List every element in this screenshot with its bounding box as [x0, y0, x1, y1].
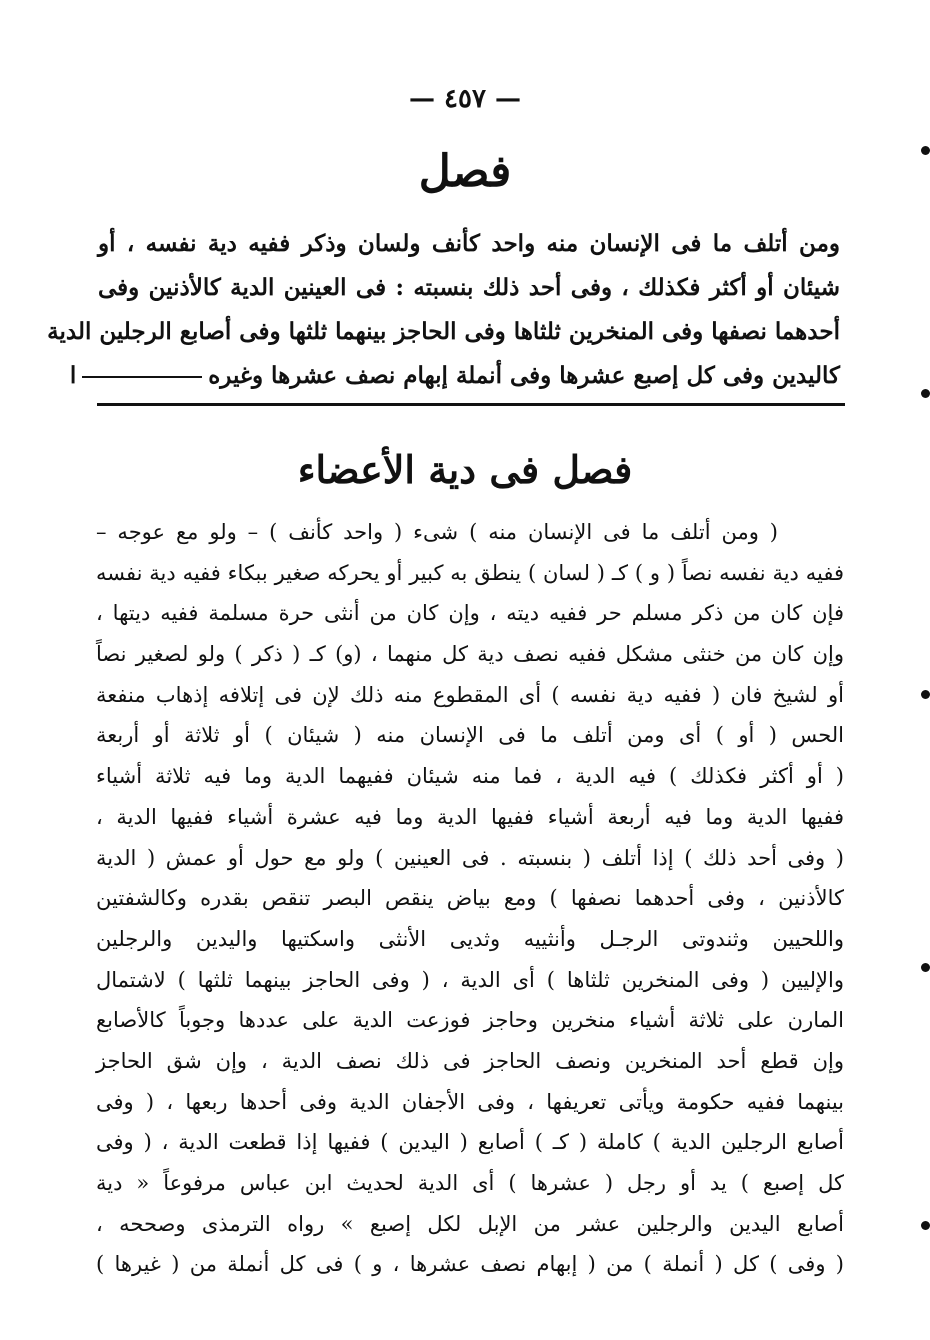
sharh-line: كل إصبع ) يد أو رجل ( عشرها ) أى الدية لحديث ابن عباس مرفوعاً « دية [96, 1171, 844, 1195]
sharh-line: وإن كان من خنثى مشكل ففيه نصف دية كل منهما ، (و) كـ ( ذكر ) ولو لصغير نصاً [96, 642, 844, 667]
margin-dot [921, 146, 930, 155]
sharh-text [96, 512, 844, 1285]
matn-line-last [69, 354, 840, 398]
continuation-dash [82, 376, 202, 378]
footnote-marker: ا [69, 362, 77, 389]
sharh-line: ففيها الدية وما فيه أربعة أشياء ففيها الدية وما فيه عشرة أشياء ففيها الدية ، [96, 804, 844, 829]
sharh-line: فإن كان من ذكر مسلم حر ففيه ديته ، وإن كان من أنثى حرة مسلمة ففيه ديتها ، [96, 601, 844, 626]
margin-dot [921, 963, 930, 972]
page-number: — ٤٥٧ — [408, 84, 522, 114]
matn-text [47, 222, 840, 398]
sharh-line: والإليين ( وفى المنخرين ثلثاها ) أى الدية ، ( وفى الحاجز بينهما ثلثها ) لاشتمال [96, 967, 844, 992]
margin-dot [921, 1221, 930, 1230]
sharh-line: ( أو أكثر فكذلك ) فيه الدية ، فما منه شيئان ففيهما الدية وما فيه ثلاثة أشياء [96, 764, 844, 789]
sharh-line: واللحيين وثندوتى الرجـل وأنثييه وثديى الأنثى واسكتيها واليدين والرجلين [96, 926, 844, 951]
sharh-line: ( وفى ) كل ( أنملة ) من ( إبهام نصف عشرها ، و ) فى كل أنملة من ( غيرها ) [96, 1252, 844, 1277]
matn-line-text: كاليدين وفى كل إصبع عشرها وفى أنملة إبهام نصف عشرها وغيره [208, 362, 840, 389]
sharh-heading: فصل فى دية الأعضاء [297, 447, 633, 492]
sharh-line: ( وفى أحد ذلك ) إذا أتلف ( بنسبته . فى العينين ) ولو مع حول أو عمش ( الدية [96, 845, 844, 870]
sharh-line: بينهما ففيه حكومة ويأتى تعريفها ، وفى الأجفان الدية وفى أحدها ربعها ، ( وفى [96, 1089, 844, 1114]
sharh-line: أصابع الرجلين الدية ) كاملة ( كـ ) أصابع ( اليدين ) ففيها إذا قطعت الدية ، ( وفى [96, 1130, 844, 1155]
sharh-line: المارن على ثلاثة أشياء منخرين وحاجز فوزعت الدية على عددها وجوباً كالأصابع [96, 1008, 844, 1033]
matn-line: أحدهما نصفها وفى المنخرين ثلثاها وفى الحاجز بينهما ثلثها وفى أصابع الرجلين الدية [47, 318, 840, 345]
section-divider [97, 403, 845, 406]
sharh-line: ( ومن أتلف ما فى الإنسان منه ) شىء ( واحد كأنف ) – ولو مع عوجه – [96, 520, 778, 544]
sharh-line: الحس ( أو ) أى ومن أتلف ما فى الإنسان منه ( شيئان ) أو ثلاثة أو أربعة [96, 723, 844, 748]
sharh-line: وإن قطع أحد المنخرين ونصف الحاجز فى ذلك نصف الدية ، وإن شق الحاجز [96, 1048, 844, 1073]
matn-line: شيئان أو أكثر فكذلك ، وفى أحد ذلك بنسبته : فى العينين الدية كالأذنين وفى [98, 274, 840, 301]
matn-line: ومن أتلف ما فى الإنسان منه واحد كأنف ولسان وذكر ففيه دية نفسه ، أو [98, 230, 840, 257]
margin-dot [921, 690, 930, 699]
sharh-line: أو لشيخ فان ( ففيه دية نفسه ) أى المقطوع منه ذلك لإن فى إتلافه إذهاب منفعة [96, 682, 844, 707]
sharh-line: كالأذنين ، وفى أحدهما نصفها ) ومع بياض ينقص البصر تنقص بقدره وكالشفتين [96, 886, 844, 911]
matn-heading: فصل [418, 146, 512, 197]
sharh-line: أصابع اليدين والرجلين عشر من الإبل لكل إصبع » رواه الترمذى وصححه ، [96, 1211, 844, 1236]
margin-dot [921, 389, 930, 398]
sharh-line: ففيه دية نفسه نصاً ( و ) كـ ( لسان ) ينطق به كبير أو يحركه صغير ببكاء ففيه دية نفسه [96, 560, 844, 585]
